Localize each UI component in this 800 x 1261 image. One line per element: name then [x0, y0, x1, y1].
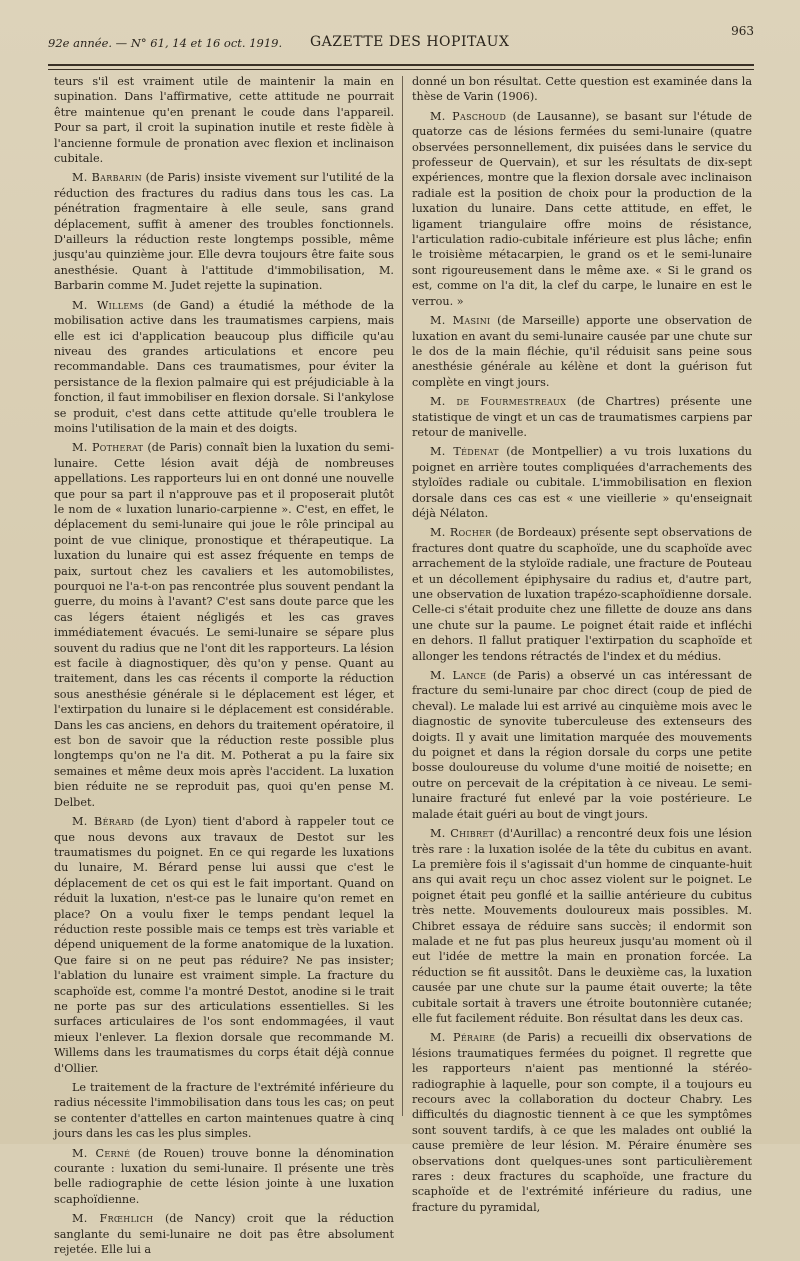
speaker-name: M. Rocher	[430, 526, 492, 540]
speaker-name: M. Frœhlich	[72, 1212, 154, 1226]
paragraph: M. Péraire (de Paris) a recueilli dix observations de lésions traumatiques fermées du poignet. Il regrette que les rapporteurs n'aient pas mentionné la stéréo-radiographie à laquelle, pour son compte, il a toujours eu recours avec la collaboration du docteur Chabry. Les difficultés du diagnostic tiennent à ce que les symptômes sont souvent tardifs, à ce que les malades ont oublié la cause première de leur lésion. M. Péraire énumère ses observations dont quelques-unes sont particulièrement rares : deux fractures du scaphoïde, une fracture du scaphoïde et de l'extrémité inférieure du radius, une fracture du pyramidal,	[412, 1031, 752, 1214]
paragraph: teurs s'il est vraiment utile de maintenir la main en supination. Dans l'affirmative, cette attitude ne pourrait être maintenue qu'en prenant le coude dans l'appareil. Pour sa part, il croit la supination inutile et reste fidèle à l'ancienne formule de pronation avec flexion et inclinaison cubitale.	[54, 75, 394, 166]
header-rule-thin	[48, 69, 754, 70]
issue-info: 92e année. — N° 61, 14 et 16 oct. 1919.	[48, 36, 283, 50]
speaker-name: M. Tédenat	[430, 445, 499, 459]
speaker-name: M. Chibret	[430, 827, 495, 841]
speaker-name: M. Cerné	[72, 1146, 131, 1160]
speaker-name: M. Masini	[430, 314, 491, 328]
page-number: 963	[731, 24, 754, 38]
paragraph: Le traitement de la fracture de l'extrémité inférieure du radius nécessite l'immobilisation dans tous les cas; on peut se contenter d'attelles en carton maintenues quatre à cinq jours dans les cas les plus simples.	[54, 1081, 394, 1141]
paragraph: M. Masini (de Marseille) apporte une observation de luxation en avant du semi-lunaire causée par une chute sur le dos de la main fléchie, qu'il réduisit sans peine sous anesthésie générale au kélène et dont la guérison fut complète en vingt jours.	[412, 314, 752, 389]
header-rule-thick	[48, 64, 754, 66]
speaker-name: M. Paschoud	[430, 109, 507, 123]
speaker-name: M. Willems	[72, 298, 144, 312]
paragraph: M. Bérard (de Lyon) tient d'abord à rappeler tout ce que nous devons aux travaux de Destot sur les traumatismes du poignet. En ce qui regarde les luxations du lunaire, M. Bérard pense lui aussi que c'est le déplacement de cet os qui est le fait important. Quand on réduit la luxation, n'est-ce pas le lunaire qu'on remet en place? On a voulu fixer le temps pendant lequel la réduction reste possible mais ce temps est très variable et dépend uniquement de la forme anatomique de la luxation. Que faire si on ne peut pas réduire? Ne pas insister; l'ablation du lunaire est vraiment simple. La fracture du scaphoïde est, comme l'a montré Destot, anodine si le trait ne porte pas sur des articulations essentielles. Si les surfaces articulaires de l'os sont endommagées, il vaut mieux l'enlever. La flexion dorsale que recommande M. Willems dans les traumatismes du corps était déjà connue d'Ollier.	[54, 815, 394, 1075]
paragraph: M. Cerné (de Rouen) trouve bonne la dénomination courante : luxation du semi-lunaire. Il présente une très belle radiographie de cette lésion jointe à une luxation scaphoïdienne.	[54, 1146, 394, 1206]
paragraph: M. Lance (de Paris) a observé un cas intéressant de fracture du semi-lunaire par choc direct (coup de pied de cheval). Le malade lui est arrivé au cinquième mois avec le diagnostic de synovite tuberculeuse des extenseurs des doigts. Il y avait une limitation marquée des mouvements du poignet et dans la région dorsale du corps une petite bosse douloureuse du volume d'une moitié de noisette; en outre on percevait de la crépitation à ce niveau. Le semi-lunaire fracturé fut enlevé par la voie postérieure. Le malade était guéri au bout de vingt jours.	[412, 669, 752, 821]
paragraph: M. Willems (de Gand) a étudié la méthode de la mobilisation active dans les traumatismes carpiens, mais elle est ici d'application beaucoup plus difficile qu'au niveau des grandes articulations et encore peu recommandable. Dans ces traumatismes, pour éviter la persistance de la flexion palmaire qui est préjudiciable à la fonction, il faut immobiliser en flexion dorsale. Si l'ankylose se produit, c'est dans cette attitude qu'elle troublera le moins l'utilisation de la main et des doigts.	[54, 298, 394, 435]
paragraph: M. Rocher (de Bordeaux) présente sept observations de fractures dont quatre du scaphoïde, une du scaphoïde avec arrachement de la styloïde radiale, une fracture de Pouteau et un décollement épiphysaire du radius et, d'autre part, une observation de luxation trapézo-scaphoïdienne dorsale. Celle-ci s'était produite chez une fillette de douze ans dans une chute sur la paume. Le poignet était raide et infléchi en dehors. Il fallut pratiquer l'extirpation du scaphoïde et allonger les tendons rétractés de l'index et du médius.	[412, 526, 753, 663]
column-divider	[402, 76, 403, 1116]
speaker-name: M. Lance	[430, 669, 487, 683]
speaker-name: M. Péraire	[430, 1031, 496, 1045]
paragraph: M. Chibret (d'Aurillac) a rencontré deux fois une lésion très rare : la luxation isolée de la tête du cubitus en avant. La première fois il s'agissait d'un homme de cinquante-huit ans qui avait reçu un choc assez violent sur le poignet. Le poignet était peu gonflé et la saillie antérieure du cubitus très nette. Mouvements douloureux mais possibles. M. Chibret essaya de réduire sans succès; il endormit son malade et ne fut pas plus heureux jusqu'au moment où il eut l'idée de mettre la main en pronation forcée. La réduction se fit aussitôt. Dans le deuxième cas, la luxation causée par une chute sur la paume était ouverte; la tête cubitale sortait à travers une étroite boutonnière cutanée; elle fut facilement réduite. Bon résultat dans les deux cas.	[412, 827, 752, 1025]
right-column	[412, 74, 752, 1219]
journal-title: GAZETTE DES HOPITAUX	[310, 34, 510, 50]
page-header	[48, 24, 754, 54]
paragraph: M. de Fourmestreaux (de Chartres) présente une statistique de vingt et un cas de traumatismes carpiens par retour de manivelle.	[412, 395, 752, 439]
left-column	[54, 74, 394, 1261]
paragraph: M. Paschoud (de Lausanne), se basant sur l'étude de quatorze cas de lésions fermées du semi-lunaire (quatre observées personnellement, dix puisées dans le service du professeur de Quervain), et sur les résultats de dix-sept expériences, montre que la flexion dorsale avec inclinaison radiale est la position de choix pour la production de la luxation du lunaire. Dans cette attitude, en effet, le ligament triangulaire offre moins de résistance, l'articulation radio-cubitale inférieure est plus lâche; enfin le troisième métacarpien, le grand os et le semi-lunaire sont rigoureusement dans le même axe. « Si le grand os est, comme on l'a dit, la clef du carpe, le lunaire en est le verrou. »	[412, 109, 752, 308]
paragraph: donné un bon résultat. Cette question est examinée dans la thèse de Varin (1906).	[412, 75, 752, 104]
paragraph: M. Barbarin (de Paris) insiste vivement sur l'utilité de la réduction des fractures du radius dans tous les cas. La pénétration fragmentaire à elle seule, sans grand déplacement, suffit à amener des troubles fonctionnels. D'ailleurs la réduction reste longtemps possible, même jusqu'au quinzième jour. Elle devra toujours être faite sous anesthésie. Quant à l'attitude d'immobilisation, M. Barbarin comme M. Judet rejette la supination.	[54, 171, 394, 293]
speaker-name: M. Barbarin	[72, 171, 142, 185]
paragraph: M. Potherat (de Paris) connaît bien la luxation du semi-lunaire. Cette lésion avait déjà de nombreuses appellations. Les rapporteurs lui en ont donné une nouvelle que pour sa part il n'approuve pas et il proposerait plutôt le nom de « luxation lunario-carpienne ». C'est, en effet, le déplacement du semi-lunaire qui joue le rôle principal au point de vue clinique, pronostique et thérapeutique. La luxation du lunaire qui est assez fréquente en temps de paix, surtout chez les cavaliers et les automobilistes, pourquoi ne l'a-t-on pas rencontrée plus souvent pendant la guerre, du moins à l'avant? C'est sans doute parce que les cas légers étaient négligés et les cas graves immédiatement évacués. Le semi-lunaire se sépare plus souvent du radius que ne l'ont dit les rapporteurs. La lésion est facile à diagnostiquer, dès qu'on y pense. Quant au traitement, dans les cas récents il comporte la réduction sous anesthésie générale si le déplacement est léger, et l'extirpation du lunaire si le déplacement est considérable. Dans les cas anciens, en dehors du traitement opératoire, il est bon de savoir que la réduction reste possible plus longtemps qu'on ne l'a dit. M. Potherat a pu la faire six semaines et même deux mois après l'accident. La luxation bien réduite ne se reproduit pas, quoi qu'en pense M. Delbet.	[54, 441, 394, 809]
speaker-name: M. Potherat	[72, 441, 144, 455]
paragraph: M. Frœhlich (de Nancy) croit que la réduction sanglante du semi-lunaire ne doit pas être absolument rejetée. Elle lui a	[54, 1212, 394, 1257]
paragraph: M. Tédenat (de Montpellier) a vu trois luxations du poignet en arrière toutes compliquées d'arrachements des styloïdes radiale ou cubitale. L'immobilisation en flexion dorsale dans ces cas est « une vieillerie » qu'enseignait déjà Nélaton.	[412, 445, 752, 520]
speaker-name: M. Bérard	[72, 815, 135, 829]
speaker-name: M. de Fourmestreaux	[430, 395, 567, 409]
